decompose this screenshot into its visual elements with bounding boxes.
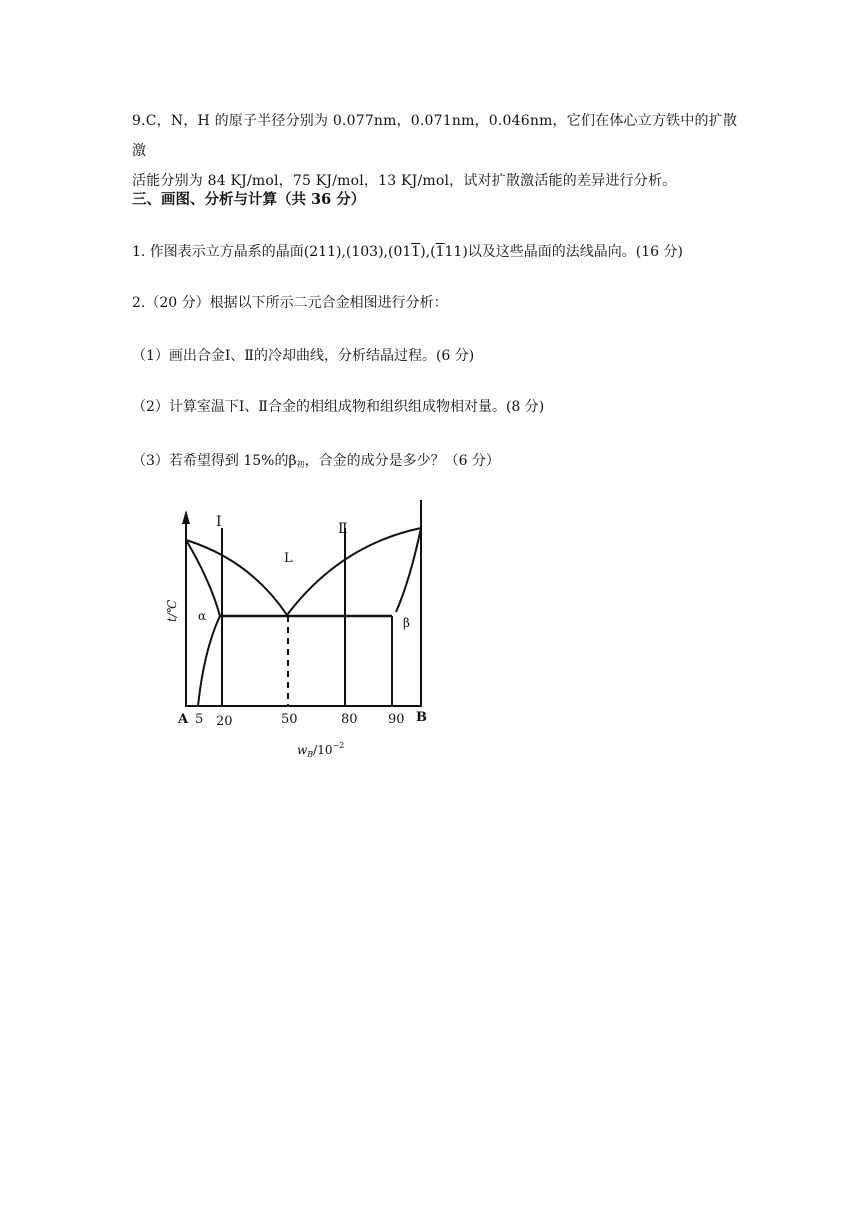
- question-3-2-sub-3: [132, 450, 500, 470]
- q1-mid: ),(: [420, 244, 436, 260]
- alloy-2-label: Ⅱ: [338, 521, 348, 537]
- liquidus-left: [186, 540, 287, 615]
- q1-overbar-2: 1: [435, 244, 445, 260]
- question-3-1: [132, 241, 683, 261]
- y-axis-arrow-icon: [182, 510, 190, 524]
- x-tick-20: 20: [216, 714, 233, 729]
- question-9-line-2: 活能分别为 84 KJ/mol，75 KJ/mol，13 KJ/mol，试对扩散激活能的差异进行分析。: [132, 173, 677, 189]
- x-axis-label: [297, 741, 344, 759]
- x-axis-label-sub: B: [307, 750, 314, 759]
- section-3-heading: 三、画图、分析与计算（共 36 分）: [132, 191, 366, 208]
- question-9: [132, 106, 742, 196]
- x-tick-a: A: [178, 712, 189, 727]
- x-tick-b: B: [416, 710, 427, 725]
- q1-prefix: 1. 作图表示立方晶系的晶面(211),(103),(01: [132, 244, 412, 260]
- x-tick-5: 5: [195, 712, 204, 727]
- question-3-2-intro: 2.（20 分）根据以下所示二元合金相图进行分析：: [132, 295, 448, 311]
- sub3-subscript: 初: [296, 460, 305, 469]
- x-axis-label-unit: /10: [313, 743, 333, 757]
- q1-overbar-1: 1: [411, 244, 421, 260]
- x-tick-90: 90: [388, 712, 405, 727]
- phase-label-alpha: α: [198, 609, 207, 623]
- phase-label-beta: β: [403, 616, 410, 630]
- alloy-1-label: Ⅰ: [216, 514, 222, 530]
- x-axis-label-exp: −2: [332, 741, 345, 750]
- sub3-post: ，合金的成分是多少？（6 分）: [304, 453, 500, 469]
- x-tick-50: 50: [281, 712, 298, 727]
- phase-label-liquid: L: [284, 551, 293, 566]
- question-3-2-sub-1: （1）画出合金Ⅰ、Ⅱ的冷却曲线，分析结晶过程。(6 分): [132, 348, 475, 364]
- x-tick-80: 80: [341, 712, 358, 727]
- sub3-pre: （3）若希望得到 15%的β: [132, 453, 297, 469]
- question-3-2-sub-2: （2）计算室温下Ⅰ、Ⅱ合金的相组成物和组织组成物相对量。(8 分): [132, 399, 545, 415]
- question-9-line-1: 9.C，N，H 的原子半径分别为 0.077nm，0.071nm，0.046nm，它们在体心立方铁中的扩散激: [132, 113, 738, 159]
- phase-diagram: [160, 500, 450, 770]
- q1-suffix: 11)以及这些晶面的法线晶向。(16 分): [444, 244, 683, 260]
- y-axis-label: t/℃: [165, 599, 179, 622]
- alpha-solvus: [198, 616, 220, 706]
- x-axis-label-w: w: [297, 743, 308, 757]
- beta-solidus: [396, 528, 421, 612]
